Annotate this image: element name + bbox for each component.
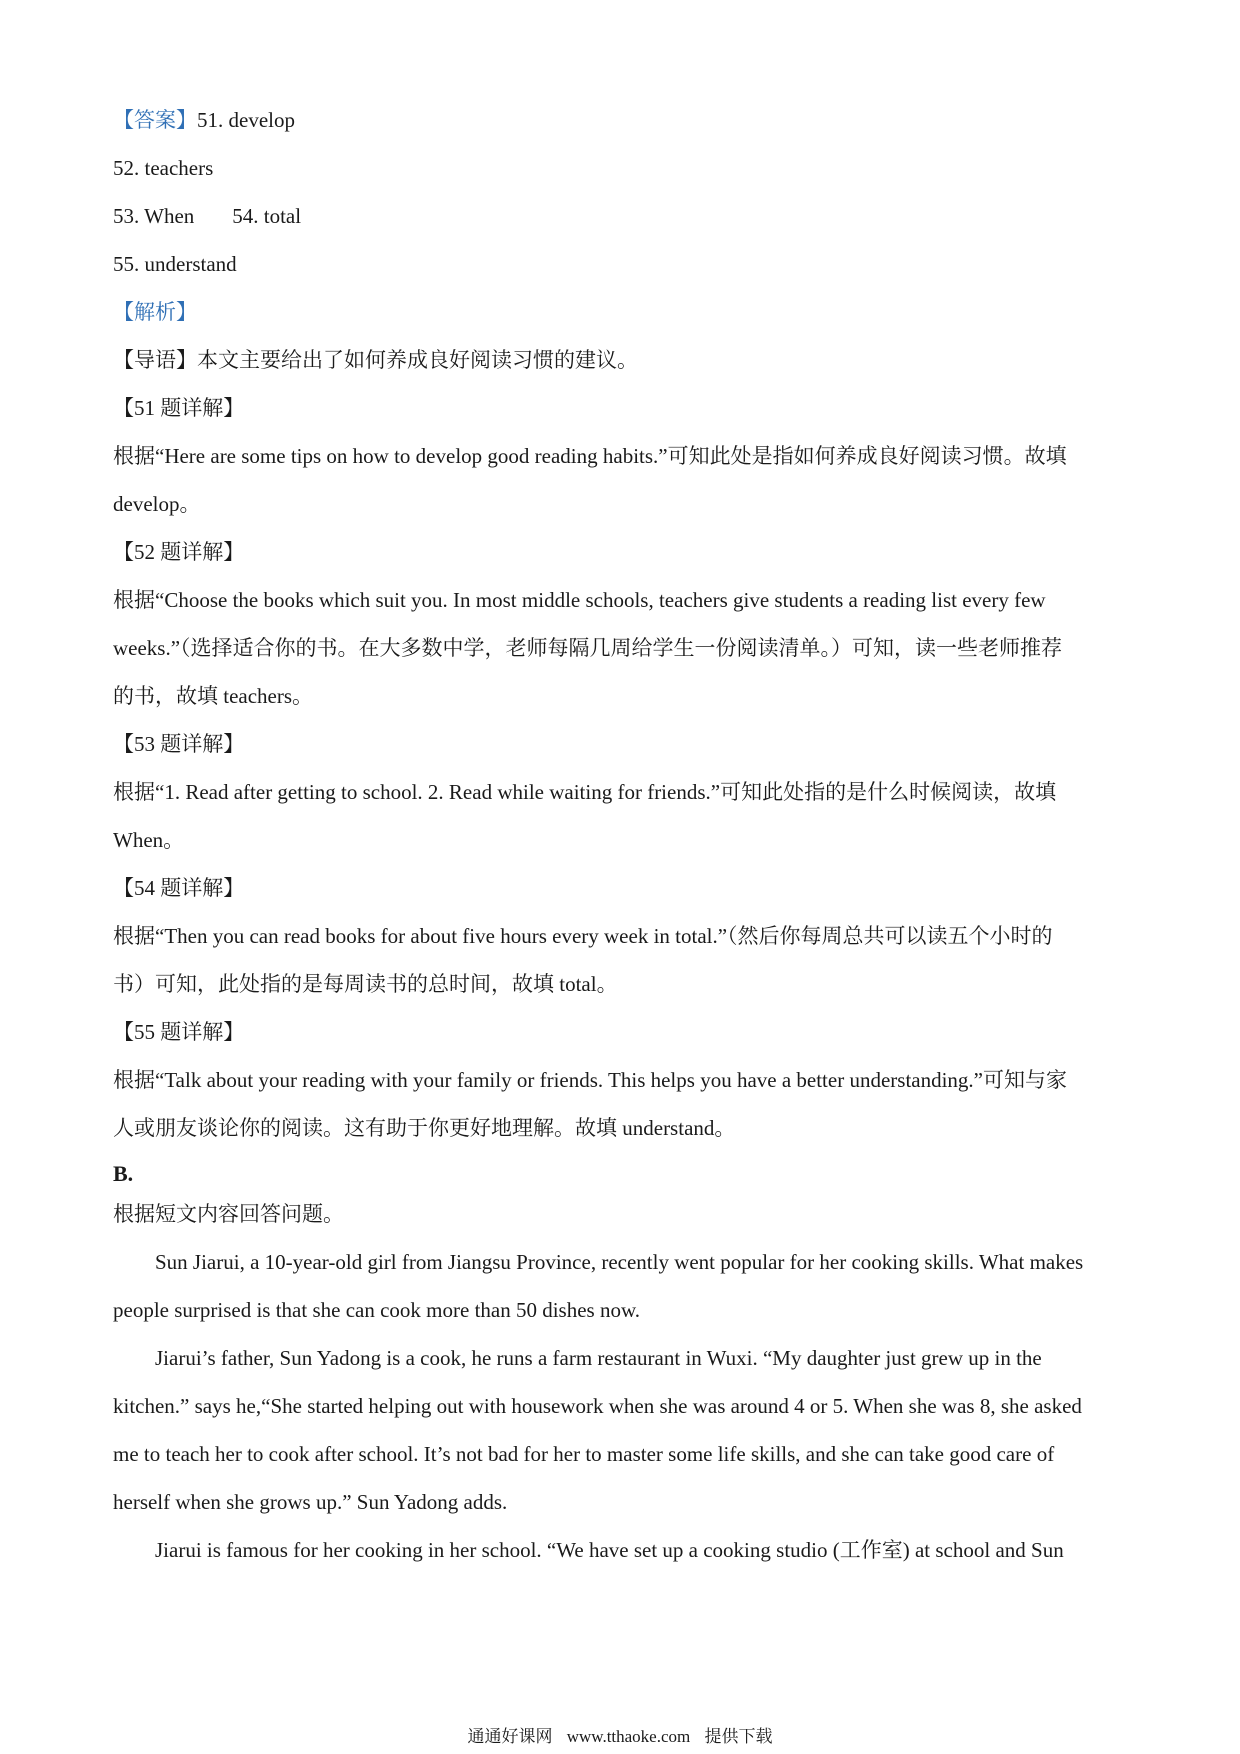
page-footer — [0, 1726, 1240, 1748]
passage-p1-line1: Sun Jiarui, a 10-year-old girl from Jiangsu Province, recently went popular for her cooking skills. What makes — [155, 1250, 1084, 1274]
passage-p1-line2: people surprised is that she can cook more than 50 dishes now. — [113, 1298, 641, 1322]
passage-p2-line2: kitchen.” says he,“She started helping out with housework when she was around 4 or 5. When she was 8, she asked — [113, 1394, 1082, 1418]
q52-text-line1: 根据“Choose the books which suit you. In most middle schools, teachers give students a reading list every few — [113, 588, 1046, 612]
q53-text-line2: When。 — [113, 828, 185, 852]
q51-heading: 【51 题详解】 — [113, 396, 245, 420]
q54-text-line1: 根据“Then you can read books for about five hours every week in total.”（然后你每周总共可以读五个小时的 — [113, 924, 1053, 948]
q55-text-line1: 根据“Talk about your reading with your family or friends. This helps you have a better understanding.”可知与家 — [113, 1068, 1068, 1092]
analysis-tag: 【解析】 — [113, 300, 197, 324]
q53-text-line1: 根据“1. Read after getting to school. 2. Read while waiting for friends.”可知此处指的是什么时候阅读，故填 — [113, 780, 1057, 804]
q51-text-line2: develop。 — [113, 492, 201, 516]
section-b-instruction: 根据短文内容回答问题。 — [113, 1202, 344, 1226]
guide-text: 【导语】本文主要给出了如何养成良好阅读习惯的建议。 — [113, 348, 638, 372]
answer-52: 52. teachers — [113, 156, 214, 180]
section-b-label: B. — [113, 1161, 134, 1186]
q51-text-line1: 根据“Here are some tips on how to develop good reading habits.”可知此处是指如何养成良好阅读习惯。故填 — [113, 444, 1067, 468]
q52-text-line2: weeks.”（选择适合你的书。在大多数中学，老师每隔几周给学生一份阅读清单。）可知，读一些老师推荐 — [113, 636, 1063, 660]
q54-text-line2: 书）可知，此处指的是每周读书的总时间，故填 total。 — [113, 972, 618, 996]
passage-p3-line1: Jiarui is famous for her cooking in her school. “We have set up a cooking studio (工作室) at school and Sun — [155, 1538, 1064, 1562]
answer-53: 53. When — [113, 204, 195, 228]
q55-text-line2: 人或朋友谈论你的阅读。这有助于你更好地理解。故填 understand。 — [113, 1116, 736, 1140]
answer-51: 51. develop — [197, 108, 295, 132]
answer-line-53-54 — [113, 201, 301, 231]
q53-heading: 【53 题详解】 — [113, 732, 245, 756]
answer-line-51 — [113, 105, 295, 135]
answer-54: 54. total — [232, 204, 302, 228]
q52-text-line3: 的书，故填 teachers。 — [113, 684, 314, 708]
passage-p2-line3: me to teach her to cook after school. It’s not bad for her to master some life skills, and she can take good care of — [113, 1442, 1055, 1466]
q55-heading: 【55 题详解】 — [113, 1020, 245, 1044]
passage-p2-line4: herself when she grows up.” Sun Yadong adds. — [113, 1490, 508, 1514]
q52-heading: 【52 题详解】 — [113, 540, 245, 564]
answer-55: 55. understand — [113, 252, 237, 276]
footer-suffix: 提供下载 — [704, 1727, 773, 1746]
q54-heading: 【54 题详解】 — [113, 876, 245, 900]
passage-p2-line1: Jiarui’s father, Sun Yadong is a cook, he runs a farm restaurant in Wuxi. “My daughter just grew up in the — [155, 1346, 1042, 1370]
footer-url[interactable]: www.tthaoke.com — [566, 1727, 691, 1746]
footer-site-name: 通通好课网 — [467, 1727, 553, 1746]
answer-tag: 【答案】 — [113, 108, 197, 132]
